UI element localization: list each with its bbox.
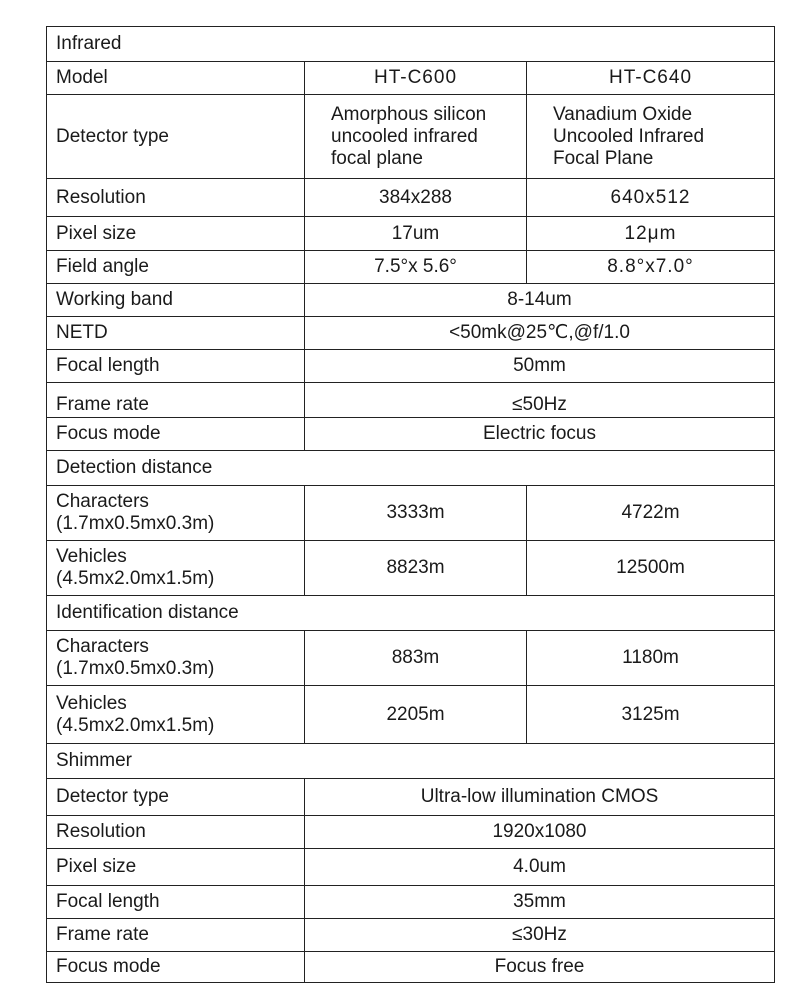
label-focal-length: Focal length (47, 350, 305, 383)
label-shimmer-frame-rate: Frame rate (47, 919, 305, 952)
shimmer-pixel-size-value: 4.0um (305, 849, 775, 886)
detector-type-c600 (305, 95, 527, 179)
identification-vehicles-c640: 3125m (527, 686, 775, 744)
working-band-value: 8-14um (305, 284, 775, 317)
netd-value: <50mk@25℃,@f/1.0 (305, 317, 775, 350)
table-row-shimmer-detector-type (47, 779, 775, 816)
label-shimmer-resolution: Resolution (47, 816, 305, 849)
label-identification-characters (47, 631, 305, 686)
detector-type-c640-line-3: Focal Plane (553, 147, 654, 169)
resolution-c600: 384x288 (305, 179, 527, 217)
label-pixel-size: Pixel size (47, 217, 305, 251)
model-c600: HT-C600 (305, 62, 527, 95)
table-row-shimmer-focus-mode (47, 952, 775, 983)
section-title-detection-distance: Detection distance (47, 451, 775, 486)
table-row-detection-vehicles (47, 541, 775, 596)
label-working-band: Working band (47, 284, 305, 317)
table-row-field-angle (47, 251, 775, 284)
section-title-identification-distance: Identification distance (47, 596, 775, 631)
label-shimmer-pixel-size: Pixel size (47, 849, 305, 886)
detector-type-c640-line-1: Vanadium Oxide (553, 103, 693, 125)
section-title-infrared: Infrared (47, 27, 775, 62)
section-row-shimmer (47, 744, 775, 779)
table-row-identification-characters (47, 631, 775, 686)
table-row-working-band (47, 284, 775, 317)
section-row-infrared (47, 27, 775, 62)
shimmer-detector-type-value: Ultra-low illumination CMOS (305, 779, 775, 816)
frame-rate-value: ≤50Hz (305, 383, 775, 418)
label-model: Model (47, 62, 305, 95)
detection-vehicles-c600: 8823m (305, 541, 527, 596)
table-row-focal-length (47, 350, 775, 383)
detection-vehicles-line-1: Vehicles (56, 546, 127, 567)
identification-vehicles-line-1: Vehicles (56, 692, 127, 714)
table-row-shimmer-focal-length (47, 886, 775, 919)
detection-characters-line-2: (1.7mx0.5mx0.3m) (56, 513, 215, 534)
resolution-c640: 640x512 (527, 179, 775, 217)
detector-type-c600-line-1: Amorphous silicon (331, 103, 487, 125)
label-resolution: Resolution (47, 179, 305, 217)
label-identification-vehicles (47, 686, 305, 744)
focal-length-value: 50mm (305, 350, 775, 383)
label-shimmer-focal-length: Focal length (47, 886, 305, 919)
table-row-shimmer-frame-rate (47, 919, 775, 952)
table-row-detection-characters (47, 486, 775, 541)
detection-characters-c600: 3333m (305, 486, 527, 541)
detection-vehicles-line-2: (4.5mx2.0mx1.5m) (56, 568, 215, 589)
table-row-shimmer-resolution (47, 816, 775, 849)
detector-type-c600-line-2: uncooled infrared (331, 125, 478, 147)
shimmer-frame-rate-value: ≤30Hz (305, 919, 775, 952)
section-row-detection-distance (47, 451, 775, 486)
label-shimmer-detector-type: Detector type (47, 779, 305, 816)
identification-characters-c600: 883m (305, 631, 527, 686)
table-row-identification-vehicles (47, 686, 775, 744)
table-row-model (47, 62, 775, 95)
label-focus-mode: Focus mode (47, 418, 305, 451)
table-row-resolution (47, 179, 775, 217)
shimmer-focus-mode-value: Focus free (305, 952, 775, 983)
detection-vehicles-c640: 12500m (527, 541, 775, 596)
table-row-shimmer-pixel-size (47, 849, 775, 886)
field-angle-c600: 7.5°x 5.6° (305, 251, 527, 284)
section-row-identification-distance (47, 596, 775, 631)
shimmer-resolution-value: 1920x1080 (305, 816, 775, 849)
label-field-angle: Field angle (47, 251, 305, 284)
section-title-shimmer: Shimmer (47, 744, 775, 779)
table-row-frame-rate (47, 383, 775, 418)
table-row-netd (47, 317, 775, 350)
identification-vehicles-line-2: (4.5mx2.0mx1.5m) (56, 714, 215, 736)
identification-characters-line-1: Characters (56, 636, 149, 657)
label-detection-vehicles (47, 541, 305, 596)
pixel-size-c600: 17um (305, 217, 527, 251)
identification-vehicles-c600: 2205m (305, 686, 527, 744)
shimmer-focal-length-value: 35mm (305, 886, 775, 919)
detection-characters-c640: 4722m (527, 486, 775, 541)
detector-type-c640 (527, 95, 775, 179)
table-row-pixel-size (47, 217, 775, 251)
pixel-size-c640: 12μm (527, 217, 775, 251)
table-row-detector-type (47, 95, 775, 179)
label-detector-type: Detector type (47, 95, 305, 179)
label-frame-rate: Frame rate (47, 383, 305, 418)
focus-mode-value: Electric focus (305, 418, 775, 451)
identification-characters-line-2: (1.7mx0.5mx0.3m) (56, 658, 215, 679)
spec-table (46, 26, 775, 983)
detector-type-c640-line-2: Uncooled Infrared (553, 125, 705, 147)
detection-characters-line-1: Characters (56, 491, 149, 512)
label-netd: NETD (47, 317, 305, 350)
detector-type-c600-line-3: focal plane (331, 147, 423, 169)
label-shimmer-focus-mode: Focus mode (47, 952, 305, 983)
table-row-focus-mode (47, 418, 775, 451)
model-c640: HT-C640 (527, 62, 775, 95)
field-angle-c640: 8.8°x7.0° (527, 251, 775, 284)
label-detection-characters (47, 486, 305, 541)
identification-characters-c640: 1180m (527, 631, 775, 686)
